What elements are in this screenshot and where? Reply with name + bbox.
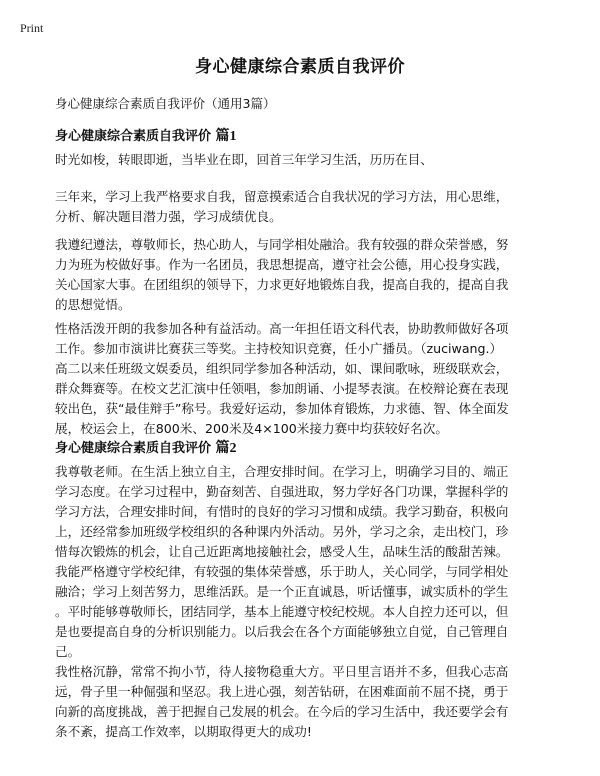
print-link[interactable]: Print (20, 21, 44, 35)
text-line: 远，骨子里一种倔强和坚忍。我上进心强，刻苦钻研，在困难面前不屈不挠，勇于 (55, 684, 509, 699)
text-line: 向新的高度挑战，善于把握自己发展的机会。在今后的学习生活中，我还要学会有 (55, 704, 509, 719)
text-line: 性格活泼开朗的我参加各种有益活动。高一年担任语文科代表，协助教师做好各项 (55, 321, 509, 336)
section-2-heading-text: 身心健康综合素质自我评价 (55, 441, 212, 456)
text-line: 力为班为校做好事。作为一名团员，我思想提高，遵守社会公德，用心投身实践， (55, 257, 509, 272)
section-1-paragraph-4 (55, 319, 575, 439)
text-line: 是也要提高自身的分析识别能力。以后我会在各个方面能够独立自觉，自己管理自 (55, 624, 509, 639)
section-2-heading-number: 篇2 (215, 441, 237, 456)
section-1-heading-text: 身心健康综合素质自我评价 (55, 129, 212, 144)
section-1-heading (55, 125, 237, 145)
text-line: 较出色，获“最佳辩手”称号。我爱好运动，参加体育锻炼，力求德、智、体全面发 (55, 401, 509, 416)
section-1-paragraph-3 (55, 235, 575, 315)
text-line: 高二以来任班级文娱委员，组织同学参加各种活动，如、课间歌咏，班级联欢会， (55, 361, 509, 376)
section-1-paragraph-2 (55, 187, 575, 227)
page-title: 身心健康综合素质自我评价 (195, 57, 405, 77)
text-line: 的思想觉悟。 (55, 297, 131, 312)
document-subtitle: 身心健康综合素质自我评价（通用3篇） (55, 96, 276, 111)
text-line: 我能严格遵守学校纪律，有较强的集体荣誉感，乐于助人，关心同学，与同学相处 (55, 564, 509, 579)
text-line: 融洽；学习上刻苦努力，思维活跃。是一个正直诚恳，听话懂事，诚实质朴的学生 (55, 584, 509, 599)
text-line: 我遵纪遵法，尊敬师长，热心助人，与同学相处融洽。我有较强的群众荣誉感，努 (55, 237, 509, 252)
section-2-heading (55, 437, 237, 457)
text-line: 我性格沉静，常常不拘小节，待人接物稳重大方。平日里言语并不多，但我心志高 (55, 664, 509, 679)
text-line: 学习方法，合理安排时间，有惜时的良好的学习习惯和成绩。我学习勤奋，积极向 (55, 504, 509, 519)
text-line: 群众舞赛等。在校文艺汇演中任领唱，参加朗诵、小提琴表演。在校辩论赛在表现 (55, 381, 509, 396)
text-line: 我尊敬老师。在生活上独立自主，合理安排时间。在学习上，明确学习目的、端正 (55, 464, 509, 479)
text-line: 展，校运会上，在800米、200米及4×100米接力赛中均获较好名次。 (55, 421, 448, 436)
section-1-paragraph-1 (55, 150, 575, 170)
text-line: 上，还经常参加班级学校组织的各种课内外活动。另外，学习之余，走出校门，珍 (55, 524, 509, 539)
section-2-paragraph-1 (55, 462, 575, 662)
text-line: 工作。参加市演讲比赛获三等奖。主持校知识竞赛，任小广播员。（zuciwang.） (55, 341, 503, 356)
text-line: 分析、解决题目潜力强，学习成绩优良。 (55, 209, 282, 224)
text-line: 学习态度。在学习过程中，勤奋刻苦、自强进取，努力学好各门功课，掌握科学的 (55, 484, 509, 499)
section-1-heading-number: 篇1 (215, 129, 237, 144)
text-line: 己。 (55, 644, 81, 659)
text-line: 时光如梭，转眼即逝，当毕业在即，回首三年学习生活，历历在目、 (55, 152, 433, 167)
text-line: 条不紊，提高工作效率，以期取得更大的成功! (55, 724, 312, 739)
text-line: 。平时能够尊敬师长，团结同学，基本上能遵守校纪校规。本人自控力还可以，但 (55, 604, 509, 619)
section-2-paragraph-2 (55, 662, 575, 742)
text-line: 三年来，学习上我严格要求自我，留意摸索适合自我状况的学习方法，用心思维， (55, 189, 509, 204)
text-line: 惜每次锻炼的机会，让自己近距离地接触社会，感受人生，品味生活的酸甜苦辣。 (55, 544, 509, 559)
text-line: 关心国家大事。在团组织的领导下，力求更好地锻炼自我，提高自我的，提高自我 (55, 277, 509, 292)
